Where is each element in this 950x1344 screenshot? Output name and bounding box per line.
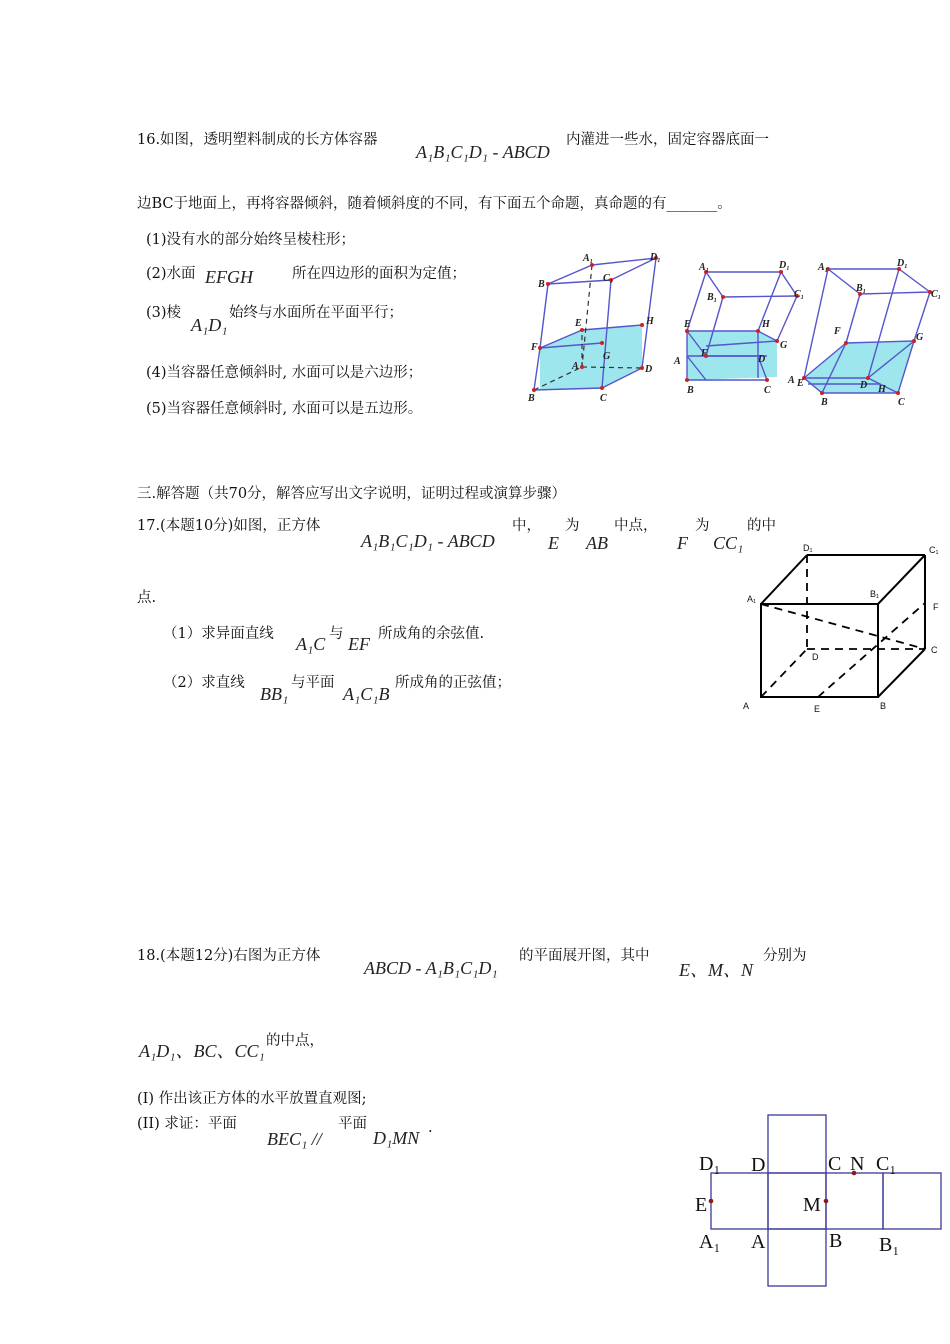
q18-b: 的平面展开图，其中 [519, 948, 650, 964]
fig16-left-label-5: H [646, 316, 654, 327]
q18-math2: E、M、N [679, 960, 753, 980]
q18-net-label-5: E [695, 1194, 708, 1216]
q18-math1: ABCD - A₁B₁C₁D₁ [364, 958, 498, 978]
q18-net-label-1: D [751, 1154, 766, 1176]
section3-heading: 三.解答题（共70分，解答应写出文字说明，证明过程或演算步骤） [137, 486, 567, 502]
fig16-mid-label-5: H [762, 319, 770, 330]
q17-math1: A₁B₁C₁D₁ - ABCD [361, 531, 495, 551]
fig16-mid-label-7: A [674, 356, 681, 367]
q16-intro-a: 16.如图，透明塑料制成的长方体容器 [137, 132, 378, 148]
fig16-left-label-8: G [603, 351, 611, 362]
fig16-mid-label-11: C [764, 385, 771, 396]
q17-f: 的中 [747, 518, 776, 534]
fig16-right-label-10: B [821, 397, 828, 408]
fig16-right-label-4: F [834, 326, 841, 337]
fig16-left-label-7: A [572, 361, 579, 372]
q18-p2-a: (II) 求证：平面 [137, 1116, 237, 1132]
fig16-left-label-2: B [538, 279, 545, 290]
q18-net-label-10: B₁ [879, 1234, 900, 1256]
fig16-mid-label-4: E [684, 319, 691, 330]
fig16-mid-label-10: B [687, 385, 694, 396]
q17-p1-m2: EF [348, 634, 370, 654]
fig16-right-label-5: G [916, 332, 924, 343]
fig16-left-label-9: D [645, 364, 653, 375]
fig16-left-label-1: D₁ [650, 252, 661, 263]
q17-b: 中， [512, 518, 541, 534]
q17-fig-label-9: B [880, 701, 887, 711]
q16-item1: (1)没有水的部分始终呈棱柱形； [146, 232, 356, 248]
q17-p1-b: 与 [329, 626, 344, 642]
q18-p2-m2: D₁MN [373, 1128, 420, 1148]
q18-c: 分别为 [763, 948, 807, 964]
fig16-right-label-2: B₁ [856, 283, 867, 294]
q16-intro-math: A₁B₁C₁D₁ - ABCD [416, 142, 550, 162]
q17-g: 点. [137, 590, 157, 606]
q18-net-label-6: M [803, 1194, 821, 1216]
q17-p1-c: 所成角的余弦值. [378, 626, 485, 642]
q17-cube-figure [740, 543, 940, 714]
q18-net-label-3: N [850, 1153, 865, 1175]
q16-figure [525, 248, 945, 408]
fig16-mid-label-2: B₁ [707, 292, 718, 303]
q18-net-label-4: C₁ [876, 1153, 897, 1175]
fig16-right-label-0: A₁ [818, 262, 829, 273]
fig16-mid-label-6: G [780, 340, 788, 351]
q17-e: 为 [695, 518, 710, 534]
q16-item2-math: EFGH [205, 267, 253, 287]
q16-intro-b: 内灌进一些水，固定容器底面一 [566, 132, 769, 148]
q16-item4: (4)当容器任意倾斜时, 水面可以是六边形； [146, 365, 423, 381]
q17-d: 中点， [614, 518, 658, 534]
fig16-right-label-11: C [898, 397, 905, 408]
container-left [527, 252, 661, 404]
q17-p2-a: （2）求直线 [163, 675, 245, 691]
fig16-left-label-6: F [531, 342, 538, 353]
q17-fig-label-8: E [814, 704, 821, 714]
q17-math2: E [548, 533, 559, 553]
q17-a: 17.(本题10分)如图，正方体 [137, 518, 321, 534]
container-right [787, 258, 941, 408]
q18-net-label-7: A₁ [699, 1231, 721, 1253]
fig16-mid-label-0: A₁ [699, 262, 710, 273]
q16-item2-a: (2)水面 [146, 266, 196, 282]
q17-p2-c: 所成角的正弦值； [395, 675, 511, 691]
q16-line2: 边BC于地面上，再将容器倾斜，随着倾斜度的不同，有下面五个命题，真命题的有_______。 [137, 196, 732, 212]
q18-net-label-0: D₁ [699, 1153, 721, 1175]
q17-fig-label-5: D [812, 652, 819, 662]
fig16-right-label-1: D₁ [897, 258, 908, 269]
q18-p2-b: 平面 [338, 1116, 367, 1132]
q17-math4: F [677, 533, 688, 553]
q17-fig-label-2: A₁ [747, 594, 757, 604]
fig16-right-label-3: C₁ [931, 289, 942, 300]
fig16-left-label-10: B [528, 393, 535, 404]
q18-math3: A₁D₁、BC、CC₁ [139, 1041, 265, 1061]
q17-fig-label-4: F [933, 602, 939, 612]
q17-math5: CC₁ [713, 533, 744, 553]
q16-item2-b: 所在四边形的面积为定值； [292, 266, 466, 282]
fig16-mid-label-8: F [701, 348, 708, 359]
q17-p1-a: （1）求异面直线 [163, 626, 274, 642]
q17-math3: AB [586, 533, 608, 553]
q18-p2-m1: BEC₁ // [267, 1129, 322, 1149]
container-middle [673, 260, 804, 396]
q18-net-figure [690, 1110, 950, 1295]
q17-c: 为 [565, 518, 580, 534]
fig16-right-label-6: A [788, 375, 795, 386]
fig16-left-label-11: C [600, 393, 607, 404]
q17-fig-label-7: A [743, 701, 750, 711]
q18-p2-c: . [428, 1120, 433, 1136]
q18-d: 的中点， [266, 1033, 324, 1049]
fig16-left-label-4: E [575, 318, 582, 329]
q18-net-label-2: C [828, 1153, 842, 1175]
fig16-left-label-3: C₁ [603, 273, 614, 284]
q18-net-label-9: B [829, 1230, 843, 1252]
fig16-right-label-9: H [878, 384, 886, 395]
q17-fig-label-0: D₁ [803, 543, 813, 553]
q18-p1: (I) 作出该正方体的水平放置直观图; [137, 1091, 367, 1107]
q17-fig-label-1: C₁ [929, 545, 939, 555]
q17-fig-label-6: C [931, 645, 938, 655]
q16-item3-b: 始终与水面所在平面平行； [229, 305, 403, 321]
fig16-right-label-7: E [797, 378, 804, 389]
q16-item3-math: A₁D₁ [191, 315, 228, 335]
q17-p2-m2: A₁C₁B [343, 684, 390, 704]
q17-fig-label-3: B₁ [870, 589, 880, 599]
q18-a: 18.(本题12分)右图为正方体 [137, 948, 321, 964]
q16-item3-a: (3)棱 [146, 305, 182, 321]
q17-p1-m1: A₁C [296, 634, 326, 654]
fig16-left-label-0: A₁ [583, 253, 594, 264]
q17-p2-m1: BB₁ [260, 684, 289, 704]
fig16-mid-label-9: D [758, 354, 766, 365]
fig16-mid-label-1: D₁ [779, 260, 790, 271]
q18-net-label-8: A [751, 1231, 766, 1253]
q16-item5: (5)当容器任意倾斜时, 水面可以是五边形。 [146, 401, 423, 417]
q17-p2-b: 与平面 [291, 675, 335, 691]
fig16-mid-label-3: C₁ [794, 289, 805, 300]
fig16-right-label-8: D [860, 380, 868, 391]
